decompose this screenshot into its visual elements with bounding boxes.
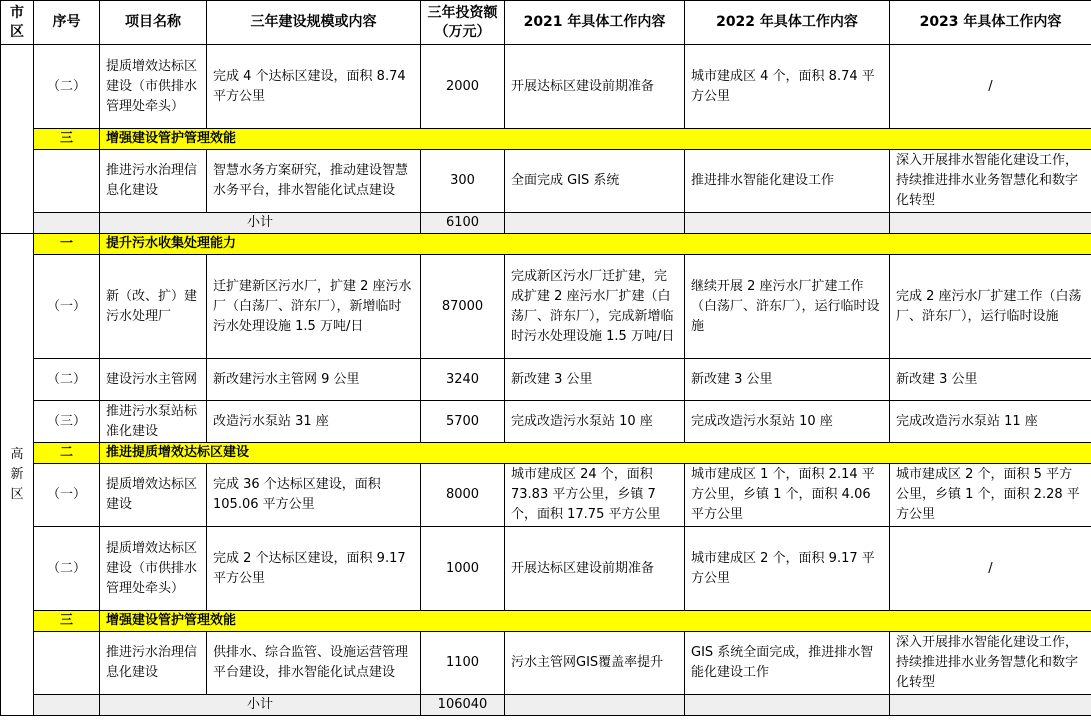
scope-cell: 完成 36 个达标区建设，面积 105.06 平方公里 [207,464,421,527]
project-cell: 提质增效达标区建设（市供排水管理处牵头） [100,45,207,129]
subtotal-label: 小计 [100,213,421,234]
project-cell: 建设污水主管网 [100,359,207,401]
y2021-cell: 城市建成区 24 个，面积 73.83 平方公里，乡镇 7 个，面积 17.75 平方公里 [505,464,685,527]
y2022-cell: 城市建成区 1 个，面积 2.14 平方公里，乡镇 1 个，面积 4.06 平方公里 [685,464,890,527]
y2022-cell: 城市建成区 4 个，面积 8.74 平方公里 [685,45,890,129]
y2021-cell: 开展达标区建设前期准备 [505,45,685,129]
header-scope: 三年建设规模或内容 [207,1,421,45]
table-row [1,255,1091,359]
section-seq: 三 [34,129,100,150]
seq-cell: （二） [34,45,100,129]
table-row [1,464,1091,527]
y2021-cell: 全面完成 GIS 系统 [505,150,685,213]
section-seq: 二 [34,443,100,464]
invest-cell: 1100 [421,632,505,695]
section-title: 增强建设管护管理效能 [100,611,1091,632]
y2023-cell: / [890,45,1091,129]
scope-cell: 新改建污水主管网 9 公里 [207,359,421,401]
y2022-cell: 新改建 3 公里 [685,359,890,401]
y2023-cell: 深入开展排水智能化建设工作，持续推进排水业务智慧化和数字化转型 [890,632,1091,695]
y2022-cell: 完成改造污水泵站 10 座 [685,401,890,443]
invest-cell: 2000 [421,45,505,129]
table-row [1,401,1091,443]
section-row [1,234,1091,255]
scope-cell: 完成 2 个达标区建设，面积 9.17 平方公里 [207,527,421,611]
seq-cell: （三） [34,401,100,443]
section-seq: 一 [34,234,100,255]
project-cell: 推进污水治理信息化建设 [100,150,207,213]
header-2022: 2022 年具体工作内容 [685,1,890,45]
section-seq: 三 [34,611,100,632]
table-row [1,527,1091,611]
subtotal-blank [505,213,685,234]
invest-cell: 87000 [421,255,505,359]
subtotal-row [1,695,1091,716]
subtotal-value: 6100 [421,213,505,234]
project-cell: 推进污水泵站标准化建设 [100,401,207,443]
scope-cell: 完成 4 个达标区建设，面积 8.74 平方公里 [207,45,421,129]
header-row [1,1,1091,45]
header-project: 项目名称 [100,1,207,45]
y2023-cell: 新改建 3 公里 [890,359,1091,401]
subtotal-blank [890,213,1091,234]
invest-cell: 5700 [421,401,505,443]
header-invest: 三年投资额（万元） [421,1,505,45]
seq-cell: （二） [34,527,100,611]
header-region: 市区 [1,1,34,45]
scope-cell: 迁扩建新区污水厂，扩建 2 座污水厂（白荡厂、浒东厂），新增临时污水处理设施 1.5 万吨/日 [207,255,421,359]
region-cell-gaoxin: 高新区 [1,234,34,716]
project-cell: 新（改、扩）建污水处理厂 [100,255,207,359]
subtotal-blank [890,695,1091,716]
table-row [1,45,1091,129]
y2022-cell: 推进排水智能化建设工作 [685,150,890,213]
y2023-cell: 深入开展排水智能化建设工作，持续推进排水业务智慧化和数字化转型 [890,150,1091,213]
seq-cell: （一） [34,255,100,359]
y2021-cell: 完成改造污水泵站 10 座 [505,401,685,443]
seq-cell: （二） [34,359,100,401]
project-cell: 提质增效达标区建设（市供排水管理处牵头） [100,527,207,611]
subtotal-blank [34,695,100,716]
seq-cell [34,632,100,695]
region-cell-previous [1,45,34,234]
invest-cell: 1000 [421,527,505,611]
scope-cell: 供排水、综合监管、设施运营管理平台建设，排水智能化试点建设 [207,632,421,695]
y2021-cell: 开展达标区建设前期准备 [505,527,685,611]
seq-cell: （一） [34,464,100,527]
y2022-cell: 继续开展 2 座污水厂扩建工作（白荡厂、浒东厂），运行临时设施 [685,255,890,359]
scope-cell: 改造污水泵站 31 座 [207,401,421,443]
y2022-cell: 城市建成区 2 个，面积 9.17 平方公里 [685,527,890,611]
table-row [1,632,1091,695]
invest-cell: 8000 [421,464,505,527]
section-title: 提升污水收集处理能力 [100,234,1091,255]
y2023-cell: 城市建成区 2 个，面积 5 平方公里，乡镇 1 个，面积 2.28 平方公里 [890,464,1091,527]
project-cell: 提质增效达标区建设 [100,464,207,527]
section-row [1,611,1091,632]
y2022-cell: GIS 系统全面完成，推进排水智能化建设工作 [685,632,890,695]
table-row [1,359,1091,401]
y2023-cell: / [890,527,1091,611]
invest-cell: 3240 [421,359,505,401]
subtotal-blank [685,695,890,716]
seq-cell [34,150,100,213]
subtotal-label: 小计 [100,695,421,716]
header-seq: 序号 [34,1,100,45]
y2021-cell: 污水主管网GIS覆盖率提升 [505,632,685,695]
header-2021: 2021 年具体工作内容 [505,1,685,45]
scope-cell: 智慧水务方案研究，推动建设智慧水务平台，排水智能化试点建设 [207,150,421,213]
y2021-cell: 新改建 3 公里 [505,359,685,401]
subtotal-blank [34,213,100,234]
subtotal-row [1,213,1091,234]
header-2023: 2023 年具体工作内容 [890,1,1091,45]
table-row [1,150,1091,213]
y2023-cell: 完成改造污水泵站 11 座 [890,401,1091,443]
y2023-cell: 完成 2 座污水厂扩建工作（白荡厂、浒东厂），运行临时设施 [890,255,1091,359]
section-row [1,129,1091,150]
subtotal-blank [685,213,890,234]
section-row [1,443,1091,464]
section-title: 推进提质增效达标区建设 [100,443,1091,464]
subtotal-blank [505,695,685,716]
invest-cell: 300 [421,150,505,213]
project-cell: 推进污水治理信息化建设 [100,632,207,695]
section-title: 增强建设管护管理效能 [100,129,1091,150]
y2021-cell: 完成新区污水厂迁扩建，完成扩建 2 座污水厂扩建（白荡厂、浒东厂），完成新增临时污水处理设施 1.5 万吨/日 [505,255,685,359]
subtotal-value: 106040 [421,695,505,716]
